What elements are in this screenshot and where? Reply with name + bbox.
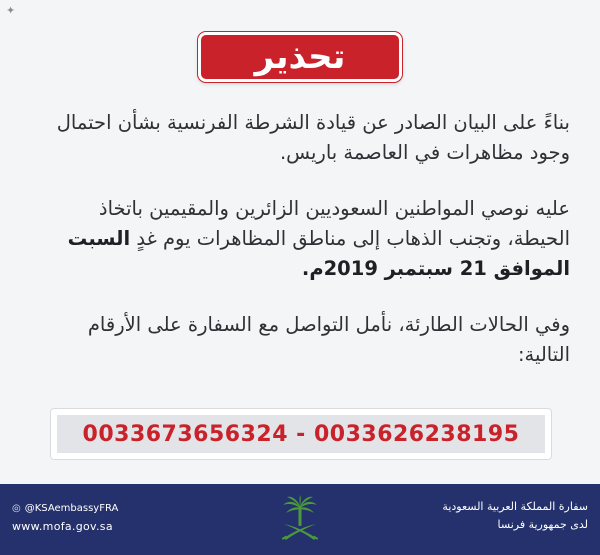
agency-mark-icon: ✦ — [6, 4, 16, 17]
embassy-name-line2: لدى جمهورية فرنسا — [497, 518, 588, 531]
website-link[interactable]: www.mofa.gov.sa — [12, 520, 113, 533]
advice-text: عليه نوصي المواطنين السعوديين الزائرين والمقيمين باتخاذ الحيطة، وتجنب الذهاب إلى مناطق المظاهرات يوم غدٍ — [98, 197, 570, 250]
footer-contacts — [12, 500, 118, 536]
paragraph-advice — [40, 194, 570, 284]
twitter-handle-row[interactable] — [12, 500, 118, 518]
footer — [0, 484, 600, 555]
phone-numbers-panel — [57, 415, 545, 453]
notice-body — [40, 108, 570, 396]
phone-numbers-box — [50, 408, 552, 460]
page-title: تحذير — [254, 37, 346, 77]
embassy-name-line1: سفارة المملكة العربية السعودية — [442, 500, 588, 513]
paragraph-emergency: وفي الحالات الطارئة، نأمل التواصل مع السفارة على الأرقام التالية: — [87, 313, 570, 366]
twitter-handle: @KSAembassyFRA — [24, 503, 119, 514]
phone-numbers[interactable]: 0033673656324 - 0033626238195 — [82, 421, 520, 447]
title-badge — [198, 32, 402, 82]
paragraph-statement: بناءً على البيان الصادر عن قيادة الشرطة الفرنسية بشأن احتمال وجود مظاهرات في العاصمة باريس. — [56, 111, 570, 164]
advice-date: السبت الموافق 21 سبتمبر 2019م. — [67, 227, 570, 280]
at-icon: ◎ — [12, 503, 21, 514]
embassy-name — [442, 498, 588, 534]
saudi-emblem-icon — [278, 494, 322, 544]
